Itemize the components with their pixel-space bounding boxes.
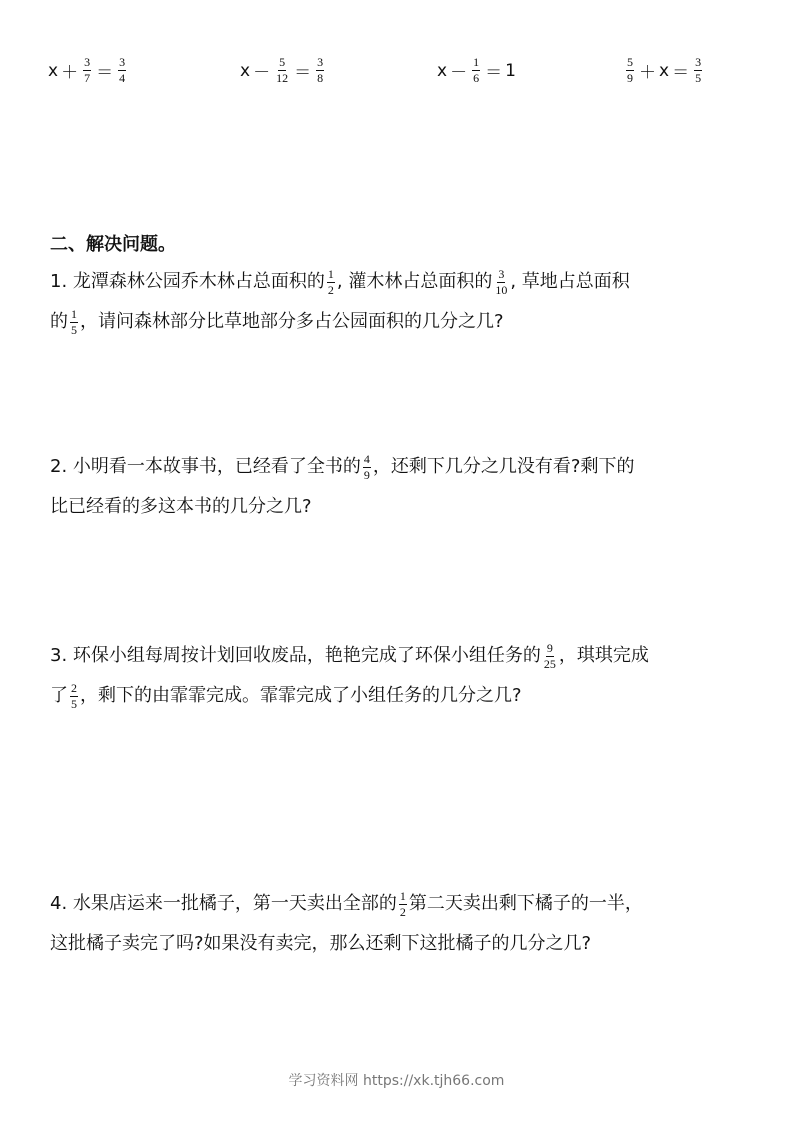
problem-line — [50, 884, 750, 924]
problem-text: 第二天卖出剩下橘子的一半， — [408, 893, 643, 914]
variable: x — [48, 60, 59, 81]
problem-line — [50, 636, 750, 676]
equation-4 — [624, 56, 704, 85]
problem-line — [50, 487, 750, 527]
fraction: $\frac{3}{4}$ — [119, 55, 126, 85]
problem-text: 3. 环保小组每周按计划回收废品，艳艳完成了环保小组任务的 — [50, 645, 541, 666]
variable: x — [240, 60, 251, 81]
problem-text: 4. 水果店运来一批橘子，第一天卖出全部的 — [50, 893, 397, 914]
fraction: $\frac{4}{9}$ — [363, 451, 370, 482]
problem-text: 2. 小明看一本故事书，已经看了全书的 — [50, 456, 361, 477]
problem-text: ，剩下的由霏霏完成。霏霏完成了小组任务的几分之几? — [80, 685, 522, 706]
fraction: $\frac{2}{5}$ — [71, 680, 77, 711]
problem-text: ，琪琪完成 — [558, 645, 649, 666]
problem-3 — [50, 636, 750, 716]
variable: x — [437, 60, 448, 81]
fraction: $\frac{1}{2}$ — [399, 888, 406, 919]
equals-sign: ＝ — [96, 63, 114, 83]
operator: － — [450, 63, 468, 83]
problem-line — [50, 676, 750, 716]
problem-text: 这批橘子卖完了吗?如果没有卖完，那么还剩下这批橘子的几分之几? — [50, 933, 592, 954]
footer-watermark: 学习资料网 https://xk.tjh66.com — [288, 1073, 505, 1089]
problem-text: 1. 龙潭森林公园乔木林占总面积的 — [50, 271, 325, 292]
problem-text: 的 — [50, 311, 68, 332]
variable: x — [659, 60, 670, 81]
result-value: 1 — [505, 60, 516, 81]
equation-3 — [437, 56, 516, 85]
problem-4 — [50, 884, 750, 964]
fraction: $\frac{3}{7}$ — [84, 55, 91, 85]
problem-text: ，请问森林部分比草地部分多占公园面积的几分之几? — [80, 311, 504, 332]
problem-line — [50, 447, 750, 487]
equals-sign: ＝ — [672, 63, 690, 83]
equals-sign: ＝ — [485, 63, 503, 83]
fraction: $\frac{3}{10}$ — [495, 266, 508, 297]
section-title: 二、解决问题。 — [50, 234, 176, 255]
fraction: $\frac{5}{9}$ — [627, 55, 633, 85]
equation-1 — [48, 56, 128, 85]
problem-text: , 灌木林占总面积的 — [336, 271, 493, 292]
problem-text: , 草地占总面积 — [510, 271, 630, 292]
problem-text: ，还剩下几分之几没有看?剩下的 — [372, 456, 635, 477]
problem-2 — [50, 447, 750, 527]
problem-line — [50, 302, 750, 342]
fraction: $\frac{1}{2}$ — [327, 266, 334, 297]
equation-2 — [240, 56, 326, 85]
problem-text: 了 — [50, 685, 68, 706]
fraction: $\frac{9}{25}$ — [543, 640, 556, 671]
problem-line — [50, 262, 750, 302]
problem-1 — [50, 262, 750, 342]
equals-sign: ＝ — [294, 63, 312, 83]
fraction: $\frac{1}{5}$ — [71, 306, 77, 337]
fraction: $\frac{1}{6}$ — [473, 55, 480, 85]
problem-text: 比已经看的多这本书的几分之几? — [50, 496, 312, 517]
fraction: $\frac{5}{12}$ — [276, 55, 289, 85]
operator: ＋ — [639, 63, 656, 83]
fraction: $\frac{3}{8}$ — [317, 55, 324, 85]
fraction: $\frac{3}{5}$ — [695, 55, 702, 85]
problem-line — [50, 924, 750, 964]
operator: ＋ — [61, 63, 79, 83]
operator: － — [253, 63, 271, 83]
